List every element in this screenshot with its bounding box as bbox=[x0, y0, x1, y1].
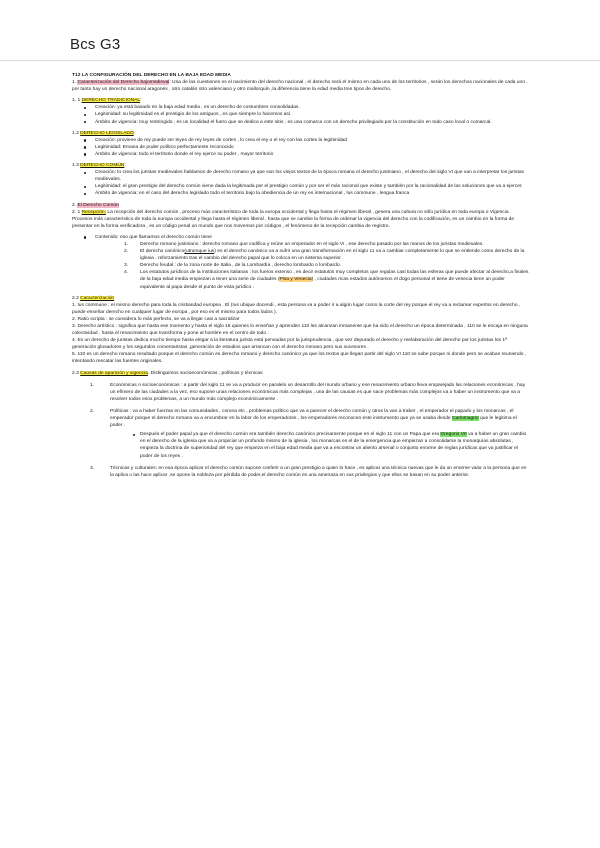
list-item: 3. Técnicas y culturales: en esa época aplicar el derecho común supone conferir a un gran prestigio a quien lo hace , es aplicar una técnica nuevas que le da un enorme valor a la persona que en la aplica o las hace aplicar ,se opone la nobleza por pérdida de poder,el derecho común es una amenaza en sus privilegios y que ellos se basan en su poder anterior. bbox=[90, 465, 527, 478]
causes-list bbox=[72, 382, 530, 479]
document-body bbox=[72, 72, 530, 479]
list-item: Legitimidad: Emana de poder político perfectamente reconocido bbox=[72, 144, 530, 151]
list-item: 3. Derecho feudal : de la zona norte de Italia , de la Lombardía , derecho lombardo o lombardo. bbox=[124, 263, 341, 269]
section-2-1-heading: Recepción: bbox=[81, 209, 106, 215]
header-title: Bcs G3 bbox=[70, 36, 121, 53]
paragraph: 1. Ius commune : el mismo derecho para toda la cristiandad europea . El (Ius ubique docendi , esta persona va a poder ir a algún lugar como la corte del rey porque el rey va a reclamar expertos en derecho , puede enseñar derecho en cualquier lugar de europa , por eso es el mismo para todos lados ). bbox=[72, 302, 521, 315]
list-item: Después el poder papal ya que el derecho común era también derecho canónico precisamente porque en el siglo 11 con un Papa que era Gregorio VII va a haber un gran cambio en el derecho de la iglesia que va a propiciar un profundo mismo de la iglesia , los monarcas es el de la emergencia que empiezan a consolidarse la monarquías absolutas , empieza la doctrina de superioridad del rey que empieza en el baja edad media que va a encontrar un aliento arsenal o conjunto enorme de reglas jurídicas que va justificar el poder de los reyes . bbox=[110, 431, 530, 459]
section-1-1-list bbox=[72, 104, 530, 125]
sub-list bbox=[110, 431, 530, 459]
list-item: Ámbito de vigencia: en el caso del derecho legislado todo el territorio bajo la obediencia de un rey es internacional , lus commune , lengua franca bbox=[72, 190, 530, 197]
document-title: T12 LA CONFIGURACIÓN DEL DERECHO EN LA BAJA EDAD MEDIA bbox=[72, 73, 231, 78]
section-2-heading: 2. El Derecho Común bbox=[72, 202, 119, 208]
page-header bbox=[0, 0, 600, 61]
list-item: Legitimidad: su legitimidad es el prestigio de los antiguos , es que siempre lo hacemos así. bbox=[72, 111, 530, 118]
list-item: 2. El derecho canónico(utrumque ius) es el derecho canónico va a sufrir una gran transformación en el siglo 11 va a cambiar completamente lo que se entiende como derecho de la iglesia , reforzamiento tras el cambio del derecho papal que lo coloca en un sistema superior . bbox=[124, 249, 525, 262]
content-numbered-list bbox=[72, 241, 530, 291]
section-1-2-list bbox=[72, 137, 530, 158]
list-item: 1. Económicas o socioeconómicas : a partir del siglo 11 se va a producir en paralelo un desarrollo del mundo urbano y ese renacimiento urbano lleva emparejado las relaciones económicas , hay un efímero de las ciudades a la vez, eso supone unas relaciones económicas más complejas , una de las causas es que nace problemas más complejos va a haber un instrumento que va a resolver todos esos problemas, a un mundo más complejo económicamente . bbox=[90, 382, 526, 402]
section-1-heading: Caracterización del Derecho bajomedieval bbox=[77, 80, 170, 86]
section-1-2-heading: 1.2 DERECHO LEGISLADO: bbox=[72, 130, 136, 136]
paragraph: 3. Derecho artístico : significa que hasta ese momento y hasta el siglo 16 quienes lo enseñan y aprenden 110 les alcanzan inmanente que ha sido el derecho un época determinada , 110 se le encaja en ninguna colectividad , hasta el renacimiento que transforma y pone al hombre en el centro de todo . bbox=[72, 324, 528, 337]
paragraph: 5. 110 es un derecho romano resultado porque el derecho común es derecho romano y derecho canónico ya que los textos que llegan partir del siglo VI 110 se sabe porque ni donde pero se acaban reuniendo , intentando rescatar las fuentes originales. bbox=[72, 352, 527, 365]
content-list bbox=[72, 234, 530, 241]
section-1-1-heading: 1. 1 DERECHO TRADICIONAL: bbox=[72, 98, 142, 104]
section-1-3-list bbox=[72, 169, 530, 197]
list-item: Ámbito de vigencia: todo el territorio donde el rey ejerce su poder , mayor territorio bbox=[72, 151, 530, 158]
list-item: Creación: proviene de rey puede ser leyes de rey leyes de cortes , lo crea el rey o el rey con las cortes la legitimidad bbox=[72, 137, 530, 144]
section-1-3-heading: 1.3 DERECHO COMÚN: bbox=[72, 163, 126, 169]
list-item: Legitimidad: el gran prestigio del derecho común viene dada la legitimada por el prestigio común y por ser el más racional que existe y también por la racionalidad de las soluciones que va a ejercer. bbox=[72, 183, 530, 190]
section-2-3-heading: 2.3 Causas de aparición y vigencia. Distinguimos socioeconómicas , políticas y técnicas bbox=[72, 370, 263, 376]
list-item: 4. Los estatutos jurídicos de la instituciones italianas : los fueros extenso , es decir estatutos muy completos que regulas casi todas las esferas que puede afectar al derecho,a finales de la baja edad media empiezan a tener una serie de ciudades (Pisa y Venecia) , ciudades ricas estados autónomos el dogo personal el tiene de venecia tiene un poder equivalente al papa desde el punto de vista jurídico . bbox=[124, 270, 529, 290]
paragraph: 2. Ratio scripta : se considera lo más perfecto, se va a llegar casi a sacralizar bbox=[72, 316, 240, 322]
list-item: Creación: ya está basado en la baja edad media , es un derecho de costumbres consolidadas. bbox=[72, 104, 530, 111]
list-item: Contenido: eso que llamamos el derecho común tiene bbox=[72, 234, 530, 241]
paragraph: 4. Es un derecho de juristas dedica mucho tiempo hasta elegar a la literatura jurista está pensadas por la jurisprudencia , que vez depurado el derecho y reelaboración del derecho por los juristas los 1ª generación glosadores y los segundos comentaristas ,generación de estudios que arrancan con el derecho romano pero sus sucesores . bbox=[72, 338, 507, 351]
section-2-2-heading: 2.2 Caracterización bbox=[72, 295, 115, 301]
list-item: 2. Políticas : va a haber fuerzas en las comunidades , corona etc , problemas político que va a parecer el derecho común y otros la van a traber , el emperador el papado y los monarcas , el emperador porque el derecho romano va a encumbrar en la labor de los emperadores , los emperadores reconocen este instrumento que ya se usaba desde Carlomagno que le legitima el poder . Después el poder papal ya que el derecho común era también derecho canónico precisamente porque en el siglo 11 con un Papa que era Gregorio VII va a haber un gran cambio en el derecho de la iglesia que va a propiciar un profundo mismo de la iglesia , los monarcas es el de la emergencia que empiezan a consolidarse la monarquías absolutas , empieza la doctrina de superioridad del rey que empieza en el baja edad media que va a encontrar un aliento arsenal o conjunto enorme de reglas jurídicas que va justificar el poder de los reyes . bbox=[72, 408, 530, 460]
list-item: Ámbito de vigencia: muy restringido , es un localidad el fuero que se dedica a este sitio , es una comarca con un derecho privilegiado por la constitución en todo caso local o comarcal. bbox=[72, 119, 530, 126]
section-2-1: 2. 1 Recepción: La recepción del derecho común , proceso más característico de toda la europa occidental y llega hasta el régimen liberal , genera una cultura no sólo jurídica en toda europa o Vigencia Procesos más característico de toda la europa occidental y llega hasta el régimen liberal , hasta que se cambie la forma de ordenar la vigencia del derecho con la codificación, es un cambio en la forma de presentar en la forma verificadora , es un código penal un mundo que nos movemos por códigos , el fenómeno de la recepción cambia de registro. bbox=[72, 209, 515, 229]
section-1: 1. Caracterización del Derecho bajomedieval: Una de las cuestiones es el nacimiento del derecho nacional , el derecho será el mismo en cada uno de los territorios , serán los derechos nacionales de cada uno , por tanto hay un derecho nacional aragonés , otro catalán otro valenciano y otro mallorquín ,la diferencia tiene la edad media tres tipos de derecho. bbox=[72, 80, 528, 93]
list-item: 1. Derecho romano justiniano : derecho romano que codifica y reúne un emperador en el siglo VI , ese derecho pasado por las manos de los juristas medievales. bbox=[124, 241, 484, 247]
list-item: Creación: lo crea los juristas medievales hablamos de derecho romano ya que son los viejos textos de la época romana el derecho justiniano , el derecho del siglo VI que van a interpretar los juristas medievales. bbox=[72, 169, 530, 183]
